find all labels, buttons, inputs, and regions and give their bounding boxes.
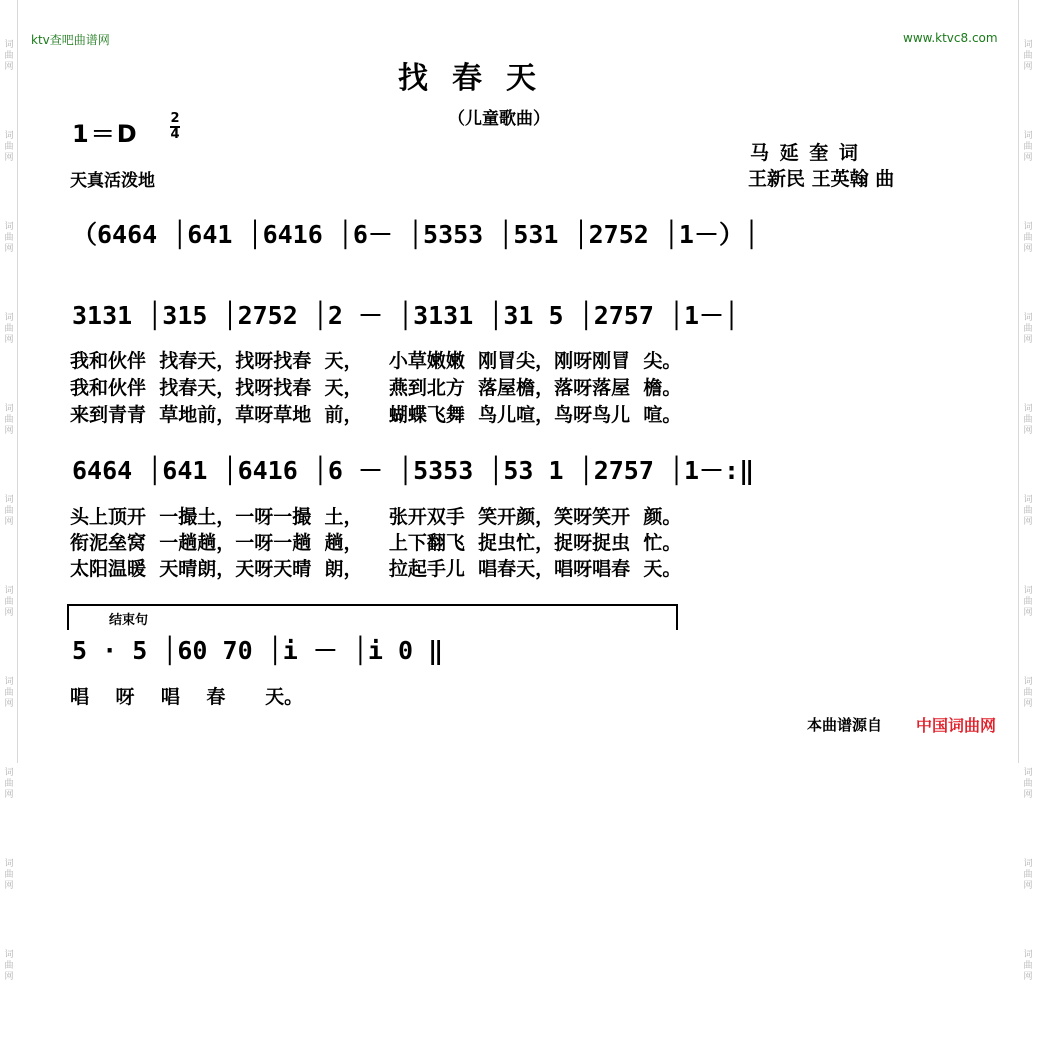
score-ending-line: 5 · 5 │60 70 │i － │i 0 ‖ <box>72 636 444 665</box>
tempo-marking: 天真活泼地 <box>70 171 155 191</box>
song-title: 找春天 <box>398 61 560 96</box>
ending-label: 结束句 <box>109 613 149 628</box>
right-page-border <box>1018 0 1019 763</box>
lyric-verse3-a: 来到青青 草地前，草呀草地 前， 蝴蝶飞舞 鸟儿喧，鸟呀鸟儿 喧。 <box>70 404 682 426</box>
time-signature-bottom: 4 <box>170 127 180 142</box>
left-watermark: 词曲网 词曲网 词曲网 词曲网 词曲网 词曲网 词曲网 词曲网 词曲网 词曲网 词曲网 <box>4 40 14 982</box>
time-signature-top: 2 <box>170 111 180 126</box>
site-link-right[interactable]: www.ktvc8.com <box>903 31 998 45</box>
key-signature: 1＝D <box>72 120 139 148</box>
ending-bracket <box>67 604 678 630</box>
score-intro-line: （6464 │641 │6416 │6－ │5353 │531 │2752 │1－）│ <box>72 220 759 249</box>
score-line-2: 6464 │641 │6416 │6 － │5353 │53 1 │2757 │1－:‖ <box>72 456 755 485</box>
source-site-link[interactable]: 中国词曲网 <box>916 716 997 735</box>
lyric-ending: 唱 呀 唱 春 天。 <box>70 686 304 708</box>
left-page-border <box>17 0 18 763</box>
lyric-verse2-b: 衔泥垒窝 一趟趟，一呀一趟 趟， 上下翻飞 捉虫忙，捉呀捉虫 忙。 <box>70 532 682 554</box>
lyric-verse3-b: 太阳温暖 天晴朗，天呀天晴 朗， 拉起手儿 唱春天，唱呀唱春 天。 <box>70 558 682 580</box>
score-line-1: 3131 │315 │2752 │2 － │3131 │31 5 │2757 │1－│ <box>72 301 740 330</box>
song-subtitle: （儿童歌曲） <box>448 109 550 129</box>
lyric-verse2-a: 我和伙伴 找春天，找呀找春 天， 燕到北方 落屋檐，落呀落屋 檐。 <box>70 377 682 399</box>
lyricist-credit: 马 延 奎 词 <box>750 142 860 164</box>
lyric-verse1-a: 我和伙伴 找春天，找呀找春 天， 小草嫩嫩 刚冒尖，刚呀刚冒 尖。 <box>70 350 682 372</box>
composer-credit: 王新民 王英翰 曲 <box>748 168 895 190</box>
time-signature <box>170 112 180 142</box>
right-watermark: 词曲网 词曲网 词曲网 词曲网 词曲网 词曲网 词曲网 词曲网 词曲网 词曲网 词曲网 <box>1023 40 1033 982</box>
site-link-left[interactable]: ktv查吧曲谱网 <box>31 33 110 47</box>
lyric-verse1-b: 头上顶开 一撮土，一呀一撮 土， 张开双手 笑开颜，笑呀笑开 颜。 <box>70 506 682 528</box>
source-label: 本曲谱源自 <box>807 716 883 734</box>
